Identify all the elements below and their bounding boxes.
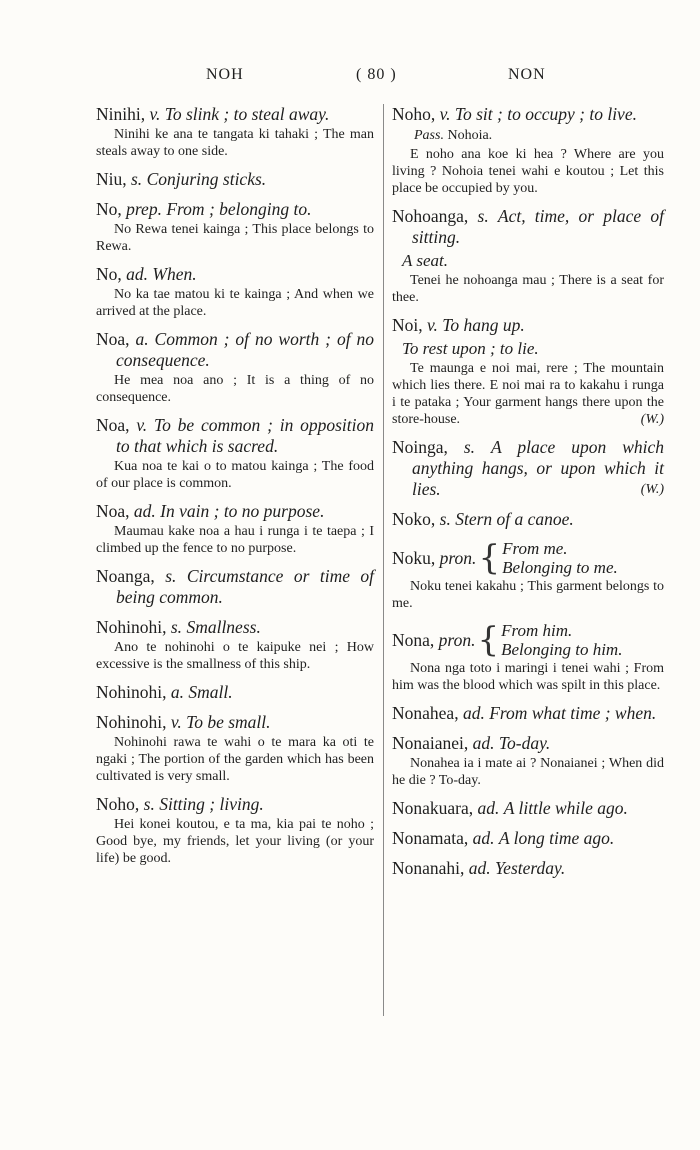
- column-divider: [383, 104, 384, 1016]
- part-of-speech: pron.: [439, 547, 477, 568]
- brace-glyph: {: [477, 620, 500, 660]
- dictionary-entry: [392, 104, 664, 197]
- headword: No,: [96, 199, 122, 219]
- definition: To sit ; to occupy ; to live.: [454, 104, 637, 124]
- definition: Act, time, or place of sitting.: [412, 206, 664, 247]
- definition: Stern of a canoe.: [455, 509, 574, 529]
- definition: To hang up.: [442, 315, 525, 335]
- dictionary-entry: [96, 501, 374, 557]
- dictionary-entry: [96, 415, 374, 492]
- example: No ka tae matou ki te kainga ; And when we arrived at the place.: [96, 287, 374, 319]
- headword: Noho,: [392, 104, 436, 124]
- part-of-speech: v.: [170, 712, 182, 732]
- dictionary-entry: [96, 712, 374, 785]
- definition: Smallness.: [186, 617, 261, 637]
- example: E noho ana koe ki hea ? Where are you living ? Nohoia tenei wahi e koutou ; Let this place be occupied by you.: [392, 147, 664, 196]
- headword: Niu,: [96, 169, 127, 189]
- example: No Rewa tenei kainga ; This place belongs to Rewa.: [96, 222, 374, 254]
- example: Nonahea ia i mate ai ? Nonaianei ; When did he die ? To-day.: [392, 756, 664, 788]
- part-of-speech: a.: [135, 329, 149, 349]
- definition: To be common ; in opposition to that which is sacred.: [116, 415, 375, 456]
- headword: Nohinohi,: [96, 617, 167, 637]
- example-text: Te maunga e noi mai, rere ; The mountain which lies there. E noi mai ra to kakahu i runga i te pataka ; Your garment hangs there upon the store-house.: [392, 361, 664, 427]
- headword: Nonanahi,: [392, 858, 465, 878]
- part-of-speech: s.: [170, 617, 183, 637]
- header-right-guide: NON: [508, 66, 546, 83]
- part-of-speech: v.: [427, 315, 438, 335]
- part-of-speech: ad.: [477, 798, 500, 818]
- dictionary-entry: [392, 539, 664, 612]
- dictionary-entry: [96, 199, 374, 255]
- definition: A long time ago.: [498, 828, 615, 848]
- sub-definition: To rest upon ; to lie.: [402, 339, 539, 358]
- dictionary-entry: [392, 703, 664, 724]
- part-of-speech: prep.: [126, 199, 162, 219]
- header-left-guide: NOH: [206, 66, 244, 83]
- example: Maumau kake noa a hau i runga i te taepa ; I climbed up the fence to no purpose.: [96, 524, 374, 556]
- dictionary-entry: [392, 828, 664, 849]
- page-header: [0, 66, 700, 90]
- headword: Noi,: [392, 315, 423, 335]
- part-of-speech: v.: [149, 104, 161, 124]
- dictionary-entry: [96, 682, 374, 703]
- headword: Nona,: [392, 629, 435, 650]
- left-column: [96, 104, 374, 876]
- part-of-speech: ad.: [126, 264, 149, 284]
- dictionary-entry: [392, 798, 664, 819]
- example: Tenei he nohoanga mau ; There is a seat for thee.: [392, 273, 664, 305]
- example: [392, 360, 664, 428]
- dictionary-entry: [392, 315, 664, 428]
- headword: Noa,: [96, 415, 130, 435]
- dictionary-entry: [392, 858, 664, 879]
- example: Nona nga toto i maringi i tenei wahi ; From him was the blood which was spilt in this place.: [392, 661, 664, 693]
- definition: In vain ; to no purpose.: [160, 501, 325, 521]
- part-of-speech: s.: [477, 206, 489, 226]
- headword: Nohinohi,: [96, 712, 167, 732]
- definition: Circumstance or time of being common.: [116, 566, 375, 607]
- right-column: [392, 104, 664, 888]
- dictionary-entry: [96, 329, 374, 406]
- part-of-speech: s.: [165, 566, 177, 586]
- part-of-speech: s.: [439, 509, 451, 529]
- headword: Ninihi,: [96, 104, 146, 124]
- dictionary-entry: [392, 621, 664, 694]
- dictionary-entry: [392, 733, 664, 789]
- brace-glyph: {: [478, 538, 501, 578]
- definition: To-day.: [498, 733, 551, 753]
- headword: Nohoanga,: [392, 206, 469, 226]
- part-of-speech: ad.: [462, 703, 485, 723]
- passive-word: Nohoia.: [447, 128, 493, 143]
- definition: From what time ; when.: [489, 703, 657, 723]
- definition: From ; belonging to.: [166, 199, 312, 219]
- dictionary-entry: [392, 206, 664, 306]
- dictionary-entry: [96, 169, 374, 190]
- definition: Yesterday.: [495, 858, 566, 878]
- headword: Nohinohi,: [96, 682, 167, 702]
- dictionary-entry: [96, 617, 374, 673]
- headword: Noko,: [392, 509, 436, 529]
- definition: Belonging to him.: [501, 640, 623, 659]
- example: Hei konei koutou, e ta ma, kia pai te noho ; Good bye, my friends, let your living (or your life) be good.: [96, 817, 374, 866]
- definition: Common ; of no worth ; of no consequence.: [116, 329, 374, 370]
- passive-label: Pass.: [414, 128, 444, 143]
- dictionary-entry: [392, 509, 664, 530]
- dictionary-entry: [96, 566, 374, 608]
- page-number: ( 80 ): [356, 66, 397, 83]
- example: Nohinohi rawa te wahi o te mara ka oti te ngaki ; The portion of the garden which has been cultivated is very small.: [96, 735, 374, 784]
- definition: To slink ; to steal away.: [164, 104, 330, 124]
- part-of-speech: v.: [136, 415, 148, 435]
- definition: When.: [152, 264, 197, 284]
- part-of-speech: ad.: [472, 828, 495, 848]
- example: Noku tenei kakahu ; This garment belongs to me.: [392, 579, 664, 611]
- part-of-speech: s.: [131, 169, 143, 189]
- definition: From him.: [501, 621, 573, 640]
- passive-form: [392, 127, 664, 145]
- dictionary-entry: [96, 104, 374, 160]
- part-of-speech: ad.: [472, 733, 495, 753]
- part-of-speech: s.: [143, 794, 155, 814]
- part-of-speech: v.: [439, 104, 451, 124]
- headword: Noinga,: [392, 437, 448, 457]
- example: Kua noa te kai o to matou kainga ; The food of our place is common.: [96, 459, 374, 491]
- headword: Noa,: [96, 329, 130, 349]
- definition: A little while ago.: [503, 798, 628, 818]
- example: Ninihi ke ana te tangata ki tahaki ; The man steals away to one side.: [96, 127, 374, 159]
- headword: Noanga,: [96, 566, 155, 586]
- definition: A place upon which anything hangs, or upon which it lies.: [412, 437, 665, 499]
- definition: From me.: [502, 539, 568, 558]
- example: Ano te nohinohi o te kaipuke nei ; How excessive is the smallness of this ship.: [96, 640, 374, 672]
- source-tag: (W.): [640, 482, 664, 497]
- part-of-speech: ad.: [133, 501, 156, 521]
- dictionary-entry: [392, 437, 664, 500]
- definition: Small.: [188, 682, 233, 702]
- example: He mea noa ano ; It is a thing of no consequence.: [96, 373, 374, 405]
- headword: Noa,: [96, 501, 130, 521]
- source-tag: (W.): [640, 412, 664, 427]
- definition: Conjuring sticks.: [146, 169, 267, 189]
- headword: Nonakuara,: [392, 798, 474, 818]
- headword: Nonamata,: [392, 828, 469, 848]
- headword: No,: [96, 264, 122, 284]
- sub-definition: A seat.: [402, 251, 448, 270]
- part-of-speech: a.: [170, 682, 184, 702]
- definition: Belonging to me.: [502, 558, 618, 577]
- headword: Noho,: [96, 794, 140, 814]
- part-of-speech: pron.: [438, 629, 476, 650]
- part-of-speech: s.: [463, 437, 476, 457]
- headword: Noku,: [392, 547, 436, 568]
- definition: Sitting ; living.: [159, 794, 264, 814]
- part-of-speech: ad.: [468, 858, 491, 878]
- headword: Nonahea,: [392, 703, 459, 723]
- headword: Nonaianei,: [392, 733, 469, 753]
- definition: To be small.: [186, 712, 271, 732]
- dictionary-entry: [96, 264, 374, 320]
- dictionary-entry: [96, 794, 374, 867]
